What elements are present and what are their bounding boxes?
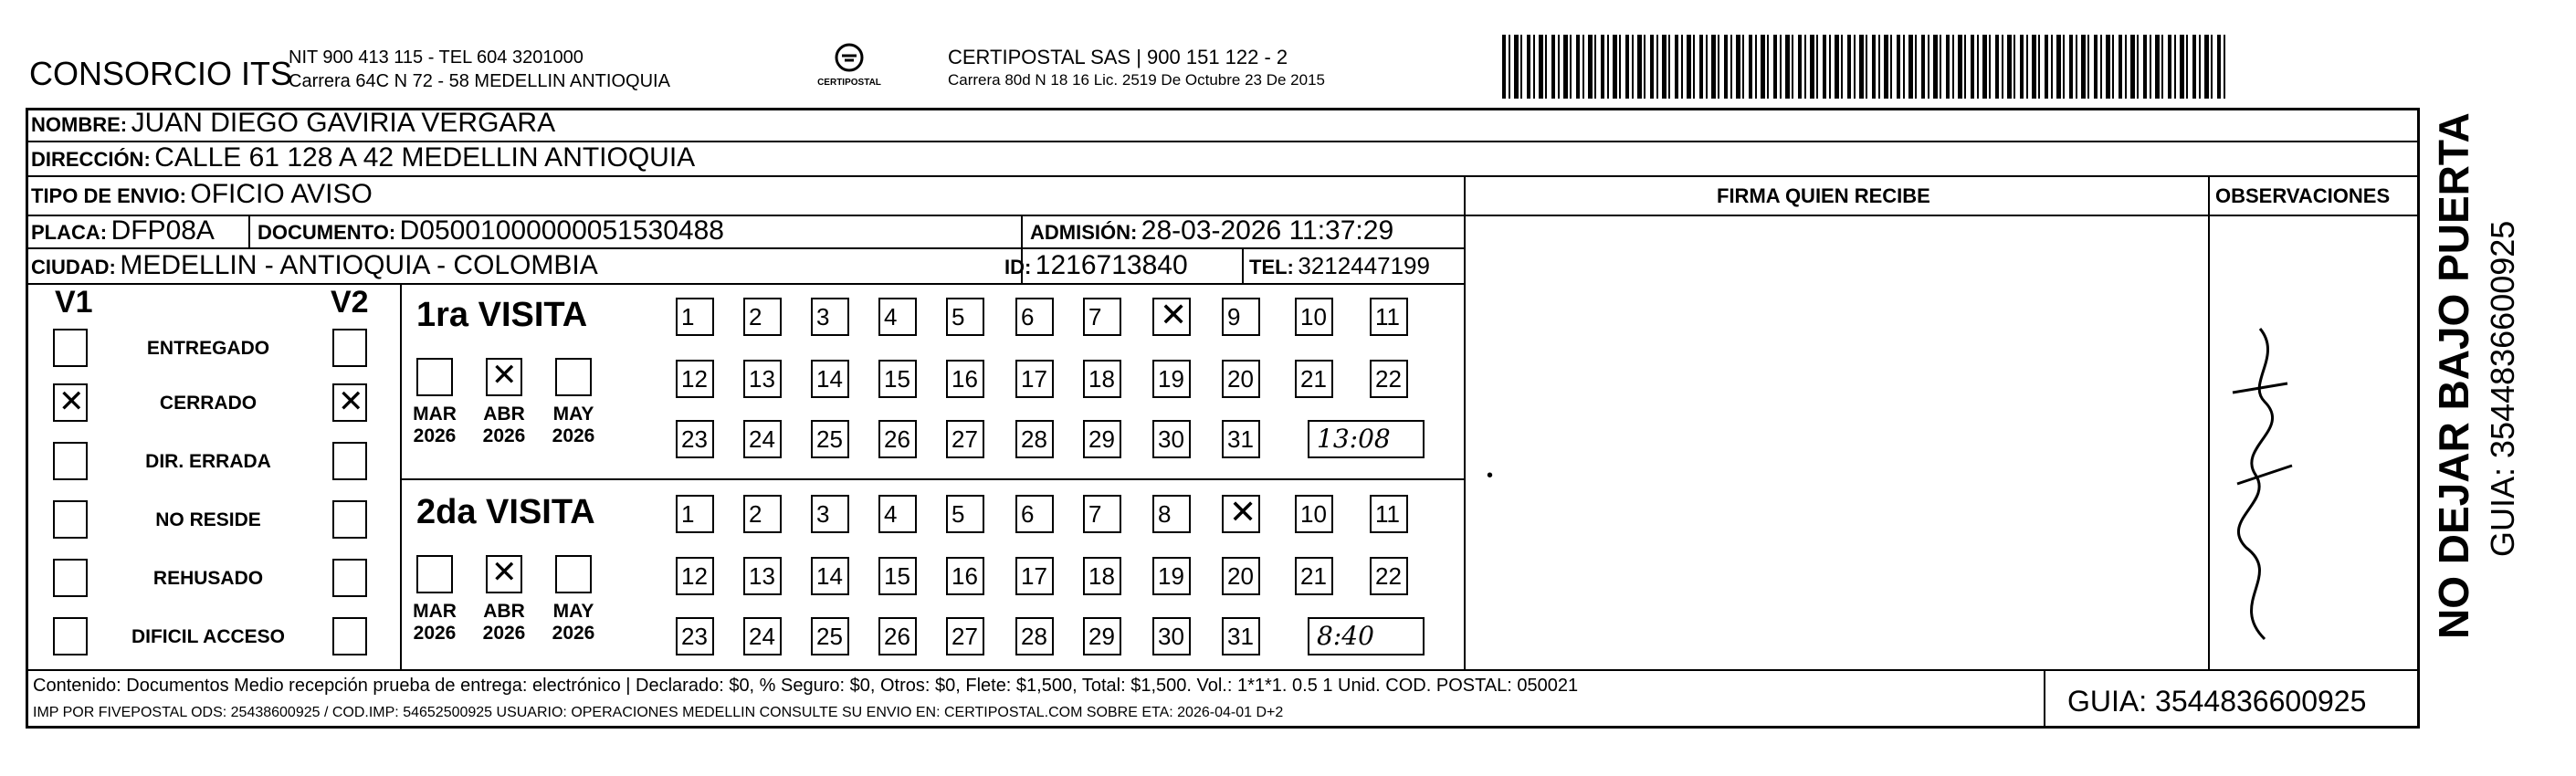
- day-checkbox[interactable]: 26: [878, 617, 917, 655]
- status-label: ENTREGADO: [146, 338, 270, 359]
- v1-label: V1: [55, 285, 93, 320]
- day-checkbox[interactable]: 31: [1222, 420, 1260, 458]
- logo-icon: [834, 42, 865, 73]
- visit-time[interactable]: 13:08: [1308, 420, 1425, 458]
- company-info: [289, 46, 670, 93]
- placa-label: PLACA:: [31, 221, 108, 244]
- day-checkbox[interactable]: 3: [811, 495, 849, 533]
- month-year: 2026: [552, 623, 595, 644]
- day-checkbox[interactable]: 10: [1295, 298, 1333, 336]
- month-label: [546, 601, 601, 645]
- day-checkbox[interactable]: 27: [946, 617, 984, 655]
- day-checkbox[interactable]: 24: [743, 617, 782, 655]
- day-checkbox[interactable]: 23: [676, 617, 714, 655]
- month-checkbox[interactable]: [416, 358, 453, 396]
- day-checkbox[interactable]: 10: [1295, 495, 1333, 533]
- month-year: 2026: [482, 425, 526, 446]
- day-checkbox[interactable]: 6: [1015, 298, 1054, 336]
- tipo-row: [31, 179, 373, 210]
- day-checkbox[interactable]: 17: [1015, 360, 1054, 398]
- placa-field: [31, 215, 215, 246]
- day-checkbox[interactable]: 25: [811, 420, 849, 458]
- status-label: NO RESIDE: [155, 509, 261, 530]
- direccion-row: [31, 142, 695, 173]
- day-checkbox[interactable]: 3: [811, 298, 849, 336]
- footer-guia: GUIA: 3544836600925: [2067, 685, 2367, 718]
- month-checkbox[interactable]: [555, 555, 592, 593]
- documento-field: [258, 215, 724, 246]
- ciudad-row: [31, 250, 598, 281]
- v1-checkbox[interactable]: [53, 500, 88, 539]
- day-checkbox[interactable]: 5: [946, 495, 984, 533]
- month-year: 2026: [482, 623, 526, 644]
- visit-title: 2da VISITA: [416, 493, 595, 531]
- status-label: DIFICIL ACCESO: [131, 626, 285, 647]
- day-checkbox[interactable]: 28: [1015, 420, 1054, 458]
- visit-title: 1ra VISITA: [416, 296, 588, 334]
- v1-checkbox[interactable]: [53, 383, 88, 422]
- footer-content: Contenido: Documentos Medio recepción prueba de entrega: electrónico | Declarado: $0, % Seguro: $0, Otros: $0, Flete: $1,500, Total: $1,500. Vol.: 1*1*1. 0.5 1 Unid. COD. POSTAL: 050021: [33, 676, 1579, 696]
- day-checkbox[interactable]: 25: [811, 617, 849, 655]
- v1-checkbox[interactable]: [53, 559, 88, 597]
- day-checkbox[interactable]: 17: [1015, 557, 1054, 595]
- admision-field: [1030, 215, 1393, 246]
- v2-checkbox[interactable]: [332, 559, 367, 597]
- placa-value: DFP08A: [110, 215, 215, 246]
- month-name: MAY: [552, 601, 594, 622]
- month-year: 2026: [552, 425, 595, 446]
- month-checkbox[interactable]: [416, 555, 453, 593]
- month-year: 2026: [413, 623, 457, 644]
- no-dejar-text: NO DEJAR BAJO PUERTA: [2430, 112, 2477, 639]
- courier-name: CERTIPOSTAL SAS | 900 151 122 - 2: [948, 46, 1288, 68]
- firma-label: FIRMA QUIEN RECIBE: [1717, 184, 1930, 207]
- v2-checkbox[interactable]: [332, 383, 367, 422]
- day-checkbox[interactable]: 20: [1222, 557, 1260, 595]
- day-checkbox[interactable]: 14: [811, 360, 849, 398]
- day-checkbox[interactable]: 29: [1083, 617, 1121, 655]
- month-year: 2026: [413, 425, 457, 446]
- month-name: ABR: [483, 404, 525, 425]
- day-checkbox[interactable]: 30: [1152, 420, 1191, 458]
- month-label: [546, 404, 601, 447]
- status-label: REHUSADO: [152, 568, 264, 589]
- month-checkbox[interactable]: [555, 358, 592, 396]
- month-label: [407, 404, 462, 447]
- status-label: CERRADO: [159, 393, 258, 414]
- day-checkbox[interactable]: 13: [743, 557, 782, 595]
- day-checkbox[interactable]: 22: [1370, 557, 1408, 595]
- v2-checkbox[interactable]: [332, 617, 367, 655]
- ciudad-value: MEDELLIN - ANTIOQUIA - COLOMBIA: [120, 250, 598, 280]
- day-checkbox[interactable]: 12: [676, 360, 714, 398]
- barcode: [1502, 35, 2228, 99]
- direccion-label: DIRECCIÓN:: [31, 148, 151, 171]
- company-nit: NIT 900 413 115 - TEL 604 3201000: [289, 47, 584, 68]
- day-checkbox[interactable]: 22: [1370, 360, 1408, 398]
- day-checkbox[interactable]: 19: [1152, 557, 1191, 595]
- month-name: MAR: [413, 404, 457, 425]
- day-checkbox[interactable]: 21: [1295, 360, 1333, 398]
- day-checkbox[interactable]: 11: [1370, 495, 1408, 533]
- stray-mark: •: [1487, 466, 1494, 486]
- tel-value: 3212447199: [1298, 252, 1430, 279]
- day-checkbox[interactable]: 14: [811, 557, 849, 595]
- footer-print-info: IMP POR FIVEPOSTAL ODS: 25438600925 / COD.IMP: 54652500925 USUARIO: OPERACIONES MEDELLIN CONSULTE SU ENVIO EN: CERTIPOSTAL.COM SOBRE ETA: 2026-04-01 D+2: [33, 705, 1284, 720]
- documento-value: D05001000000051530488: [399, 215, 724, 246]
- day-checkbox[interactable]: 23: [676, 420, 714, 458]
- side-guia: GUIA: 3544836600925: [2484, 220, 2521, 557]
- day-checkbox[interactable]: 19: [1152, 360, 1191, 398]
- day-checkbox[interactable]: 7: [1083, 298, 1121, 336]
- day-checkbox[interactable]: 4: [878, 298, 917, 336]
- day-checkbox[interactable]: 5: [946, 298, 984, 336]
- v1-checkbox[interactable]: [53, 442, 88, 480]
- month-label: [407, 601, 462, 645]
- documento-label: DOCUMENTO:: [258, 221, 396, 244]
- certipostal-logo: [813, 42, 886, 88]
- courier-license: Carrera 80d N 18 16 Lic. 2519 De Octubre 23 De 2015: [948, 71, 1325, 89]
- day-checkbox[interactable]: 31: [1222, 617, 1260, 655]
- day-checkbox[interactable]: [1222, 495, 1260, 533]
- day-checkbox[interactable]: 6: [1015, 495, 1054, 533]
- v1-checkbox[interactable]: [53, 617, 88, 655]
- month-name: MAY: [552, 404, 594, 425]
- admision-label: ADMISIÓN:: [1030, 221, 1138, 244]
- v2-checkbox[interactable]: [332, 442, 367, 480]
- day-checkbox[interactable]: 1: [676, 298, 714, 336]
- day-checkbox[interactable]: 11: [1370, 298, 1408, 336]
- day-checkbox[interactable]: 27: [946, 420, 984, 458]
- day-checkbox[interactable]: 20: [1222, 360, 1260, 398]
- month-label: [477, 404, 531, 447]
- day-checkbox[interactable]: 24: [743, 420, 782, 458]
- nombre-row: [31, 108, 555, 139]
- day-checkbox[interactable]: 18: [1083, 557, 1121, 595]
- visit-time[interactable]: 8:40: [1308, 617, 1425, 655]
- ciudad-label: CIUDAD:: [31, 256, 116, 278]
- id-value: 1216713840: [1035, 250, 1188, 280]
- courier-info: [948, 46, 1325, 91]
- day-checkbox[interactable]: 15: [878, 360, 917, 398]
- day-checkbox[interactable]: 2: [743, 495, 782, 533]
- day-checkbox[interactable]: 21: [1295, 557, 1333, 595]
- status-label: DIR. ERRADA: [145, 451, 271, 472]
- company-name: CONSORCIO ITS: [29, 55, 293, 92]
- month-checkbox[interactable]: [486, 555, 522, 593]
- id-label: ID:: [1004, 256, 1032, 278]
- month-label: [477, 601, 531, 645]
- month-name: MAR: [413, 601, 457, 622]
- nombre-value: JUAN DIEGO GAVIRIA VERGARA: [131, 108, 556, 138]
- day-checkbox[interactable]: 26: [878, 420, 917, 458]
- day-checkbox[interactable]: 29: [1083, 420, 1121, 458]
- day-checkbox[interactable]: 7: [1083, 495, 1121, 533]
- observaciones-label: OBSERVACIONES: [2215, 184, 2391, 207]
- month-checkbox[interactable]: [486, 358, 522, 396]
- month-name: ABR: [483, 601, 525, 622]
- day-checkbox[interactable]: 16: [946, 557, 984, 595]
- tel-field: [1249, 252, 1430, 280]
- id-field: [1004, 250, 1188, 281]
- admision-value: 28-03-2026 11:37:29: [1141, 215, 1394, 246]
- nombre-label: NOMBRE:: [31, 113, 128, 136]
- tipo-value: OFICIO AVISO: [190, 179, 373, 209]
- logo-text: CERTIPOSTAL: [817, 78, 881, 88]
- day-checkbox[interactable]: 30: [1152, 617, 1191, 655]
- v2-checkbox[interactable]: [332, 500, 367, 539]
- day-checkbox[interactable]: 9: [1222, 298, 1260, 336]
- day-checkbox[interactable]: 28: [1015, 617, 1054, 655]
- v2-checkbox[interactable]: [332, 329, 367, 367]
- day-checkbox[interactable]: 16: [946, 360, 984, 398]
- day-checkbox[interactable]: 1: [676, 495, 714, 533]
- direccion-value: CALLE 61 128 A 42 MEDELLIN ANTIOQUIA: [154, 142, 696, 173]
- day-checkbox[interactable]: 4: [878, 495, 917, 533]
- v1-checkbox[interactable]: [53, 329, 88, 367]
- handwritten-signature: [2210, 301, 2310, 648]
- day-checkbox[interactable]: 12: [676, 557, 714, 595]
- tipo-label: TIPO DE ENVIO:: [31, 184, 186, 207]
- day-checkbox[interactable]: [1152, 298, 1191, 336]
- v2-label: V2: [331, 285, 369, 320]
- day-checkbox[interactable]: 2: [743, 298, 782, 336]
- day-checkbox[interactable]: 13: [743, 360, 782, 398]
- tel-label: TEL:: [1249, 256, 1294, 278]
- day-checkbox[interactable]: 8: [1152, 495, 1191, 533]
- day-checkbox[interactable]: 18: [1083, 360, 1121, 398]
- company-address: Carrera 64C N 72 - 58 MEDELLIN ANTIOQUIA: [289, 71, 670, 91]
- day-checkbox[interactable]: 15: [878, 557, 917, 595]
